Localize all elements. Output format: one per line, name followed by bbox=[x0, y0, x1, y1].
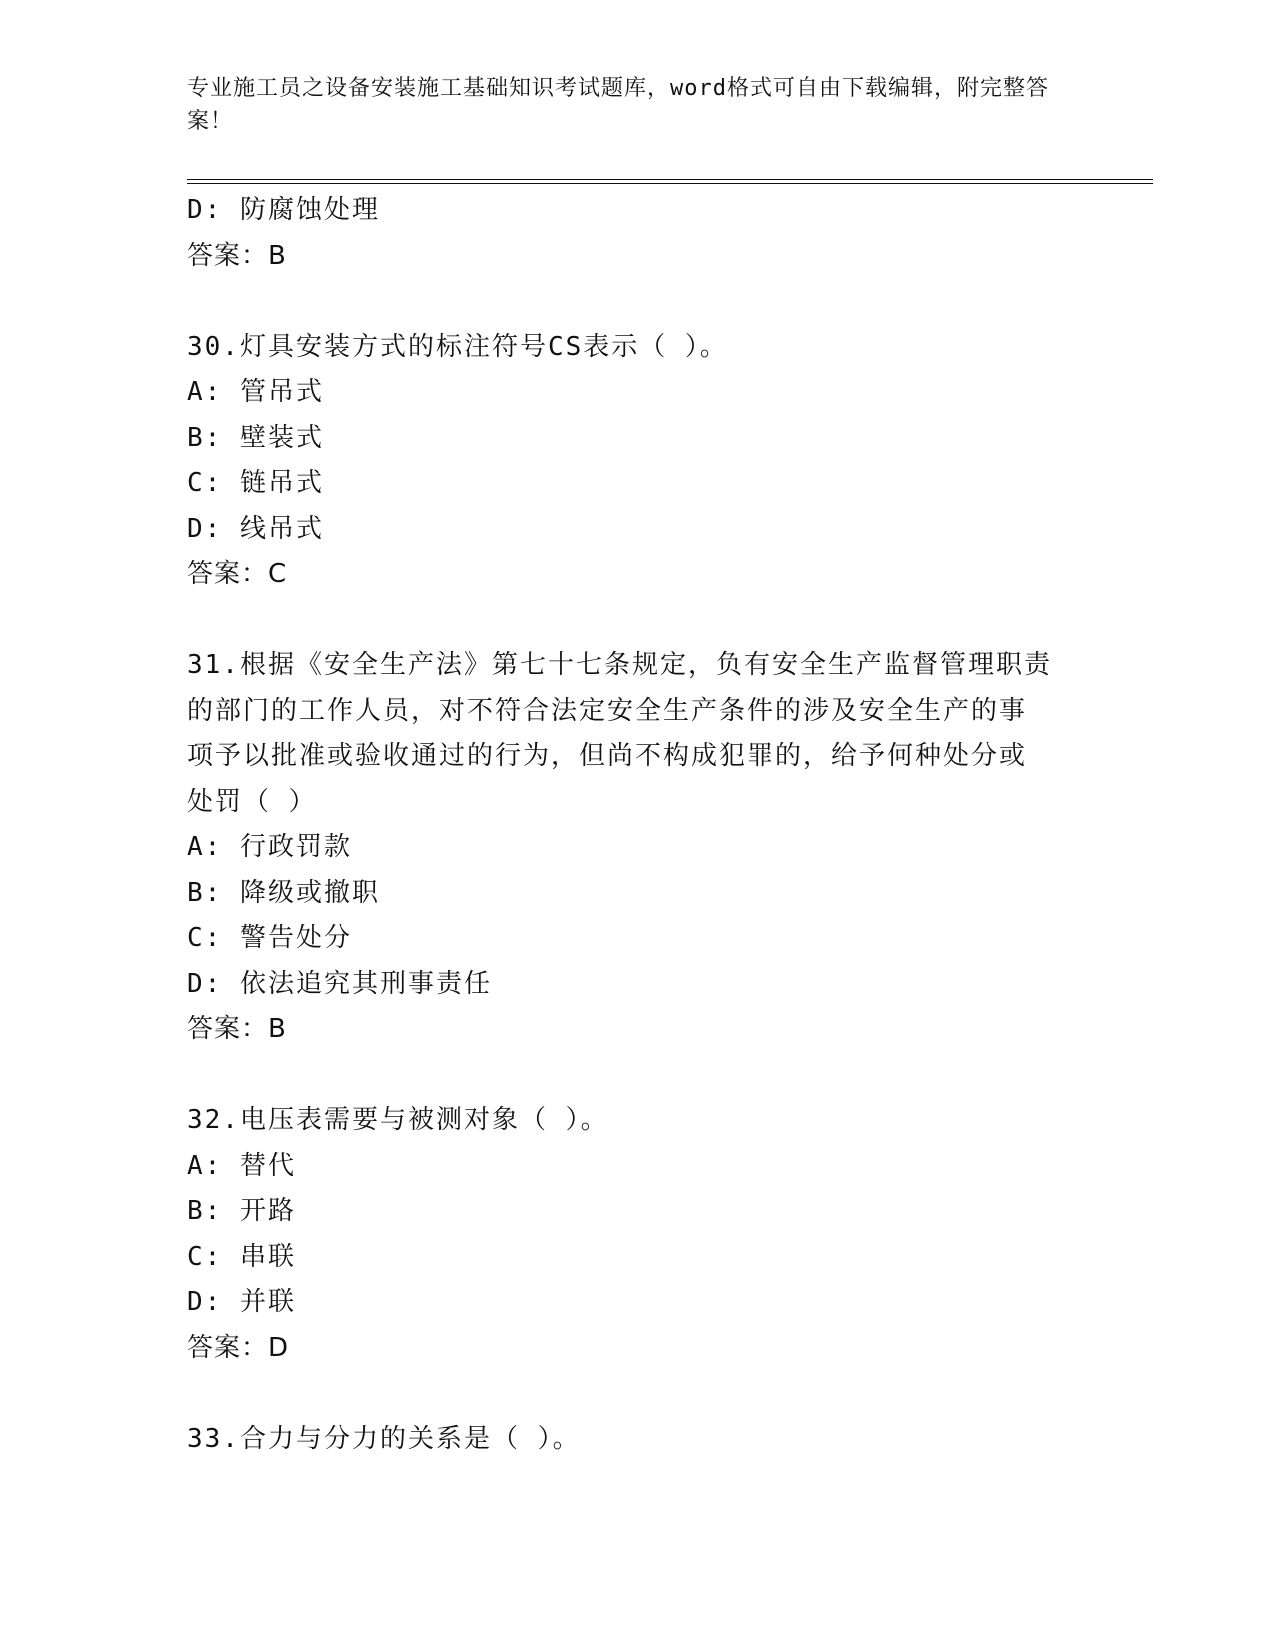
question-text: 33.合力与分力的关系是（ ）。 bbox=[187, 1423, 581, 1454]
spacer bbox=[187, 1053, 1087, 1099]
option-b: B: 壁装式 bbox=[187, 422, 324, 453]
question-29-tail bbox=[187, 188, 1087, 279]
answer: 答案：B bbox=[187, 1014, 287, 1044]
header-rule-top bbox=[187, 179, 1153, 180]
page-header: 专业施工员之设备安装施工基础知识考试题库，word格式可自由下载编辑，附完整答案！ bbox=[187, 76, 1049, 134]
option-a: A: 行政罚款 bbox=[187, 832, 352, 862]
answer: 答案：D bbox=[187, 1332, 290, 1363]
option-c: C: 链吊式 bbox=[187, 468, 324, 498]
option-b: B: 降级或撤职 bbox=[187, 877, 380, 908]
question-33 bbox=[187, 1417, 1087, 1463]
option-d: D: 防腐蚀处理 bbox=[187, 195, 380, 225]
question-text-line-2: 的部门的工作人员，对不符合法定安全生产条件的涉及安全生产的事 bbox=[187, 695, 1028, 726]
question-30 bbox=[187, 325, 1087, 598]
option-c: C: 警告处分 bbox=[187, 923, 352, 953]
answer: 答案：B bbox=[187, 240, 287, 271]
question-list bbox=[187, 188, 1087, 1462]
spacer bbox=[187, 598, 1087, 644]
question-32 bbox=[187, 1098, 1087, 1371]
answer: 答案：C bbox=[187, 559, 288, 589]
option-d: D: 并联 bbox=[187, 1287, 296, 1317]
spacer bbox=[187, 279, 1087, 325]
option-d: D: 依法追究其刑事责任 bbox=[187, 968, 492, 999]
question-text-line-4: 处罚（ ） bbox=[187, 786, 317, 817]
spacer bbox=[187, 1371, 1087, 1417]
question-text-line-1: 31.根据《安全生产法》第七十七条规定，负有安全生产监督管理职责 bbox=[187, 650, 1052, 680]
header-rule-bottom bbox=[187, 183, 1153, 184]
option-c: C: 串联 bbox=[187, 1241, 296, 1272]
option-b: B: 开路 bbox=[187, 1196, 296, 1226]
option-d: D: 线吊式 bbox=[187, 513, 324, 544]
option-a: A: 管吊式 bbox=[187, 377, 324, 407]
question-text: 30.灯具安装方式的标注符号CS表示（ ）。 bbox=[187, 331, 728, 362]
question-text: 32.电压表需要与被测对象（ ）。 bbox=[187, 1105, 609, 1135]
question-31 bbox=[187, 643, 1087, 1053]
question-text-line-3: 项予以批准或验收通过的行为，但尚不构成犯罪的，给予何种处分或 bbox=[187, 741, 1028, 771]
option-a: A: 替代 bbox=[187, 1150, 296, 1181]
